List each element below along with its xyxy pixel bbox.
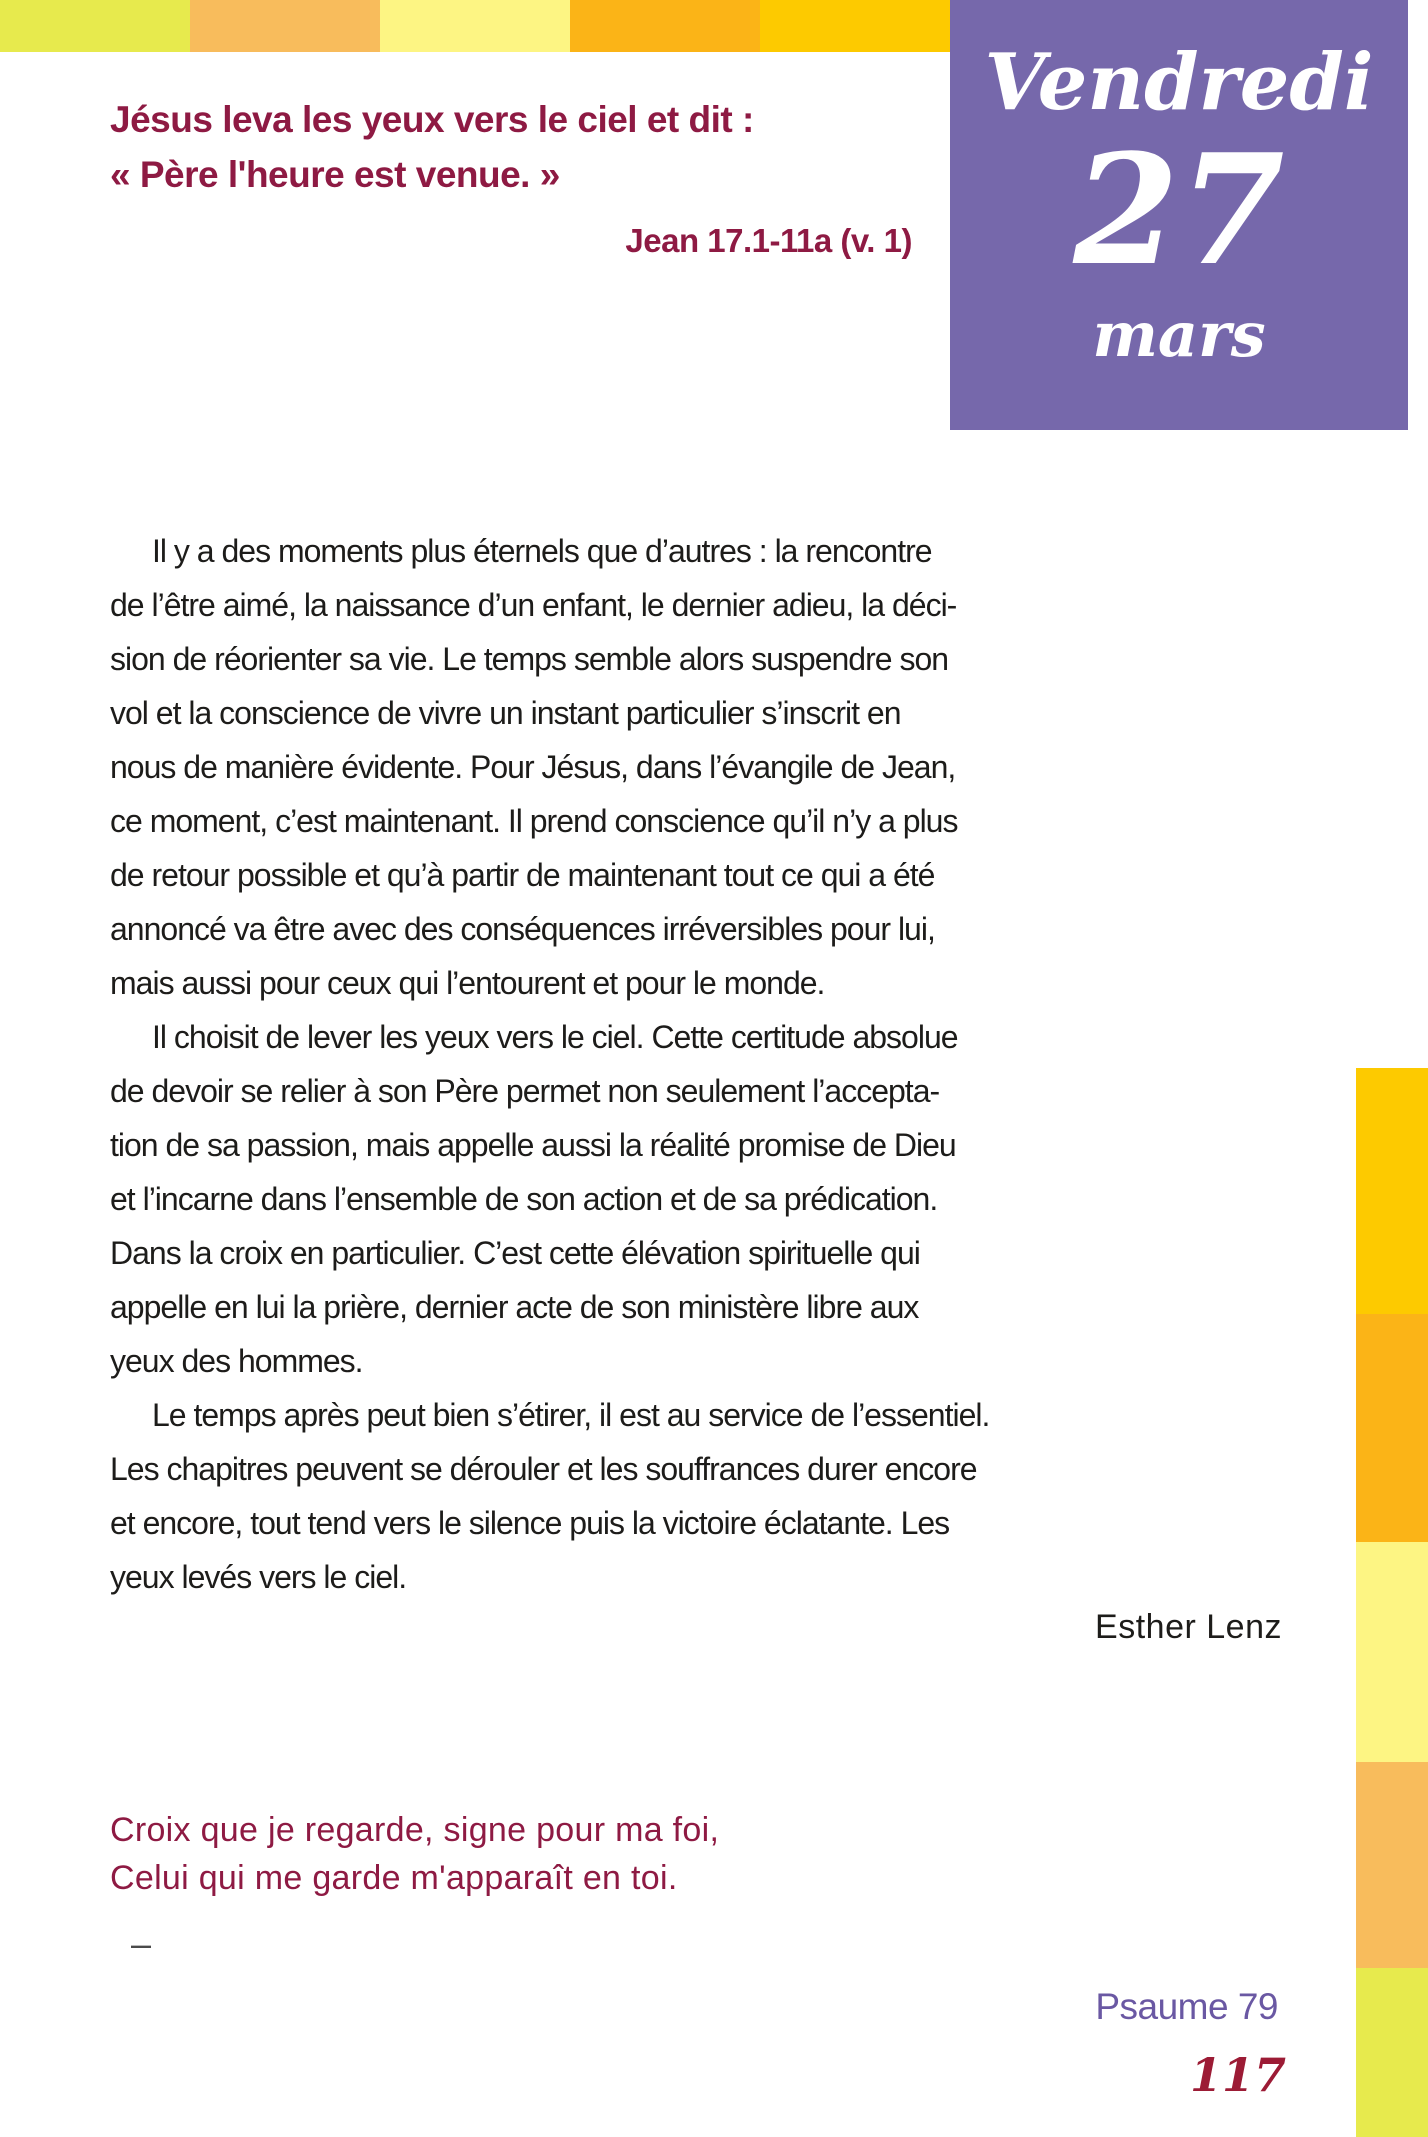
dash-mark: – [131, 1923, 152, 1964]
body-line: vol et la conscience de vivre un instant particulier s’inscrit en [110, 695, 901, 731]
verse-heading [110, 92, 946, 202]
body-line: de devoir se relier à son Père permet non seulement l’accepta- [110, 1073, 940, 1109]
meditation-text [110, 524, 990, 1604]
body-line: nous de manière évidente. Pour Jésus, dans l’évangile de Jean, [110, 749, 956, 785]
body-line: Les chapitres peuvent se dérouler et les souffrances durer encore [110, 1451, 977, 1487]
body-line: et l’incarne dans l’ensemble de son action et de sa prédication. [110, 1181, 938, 1217]
right-strip-block-1 [1356, 1068, 1428, 1314]
psalm-reference: Psaume 79 [1095, 1986, 1278, 2027]
body-line: de l’être aimé, la naissance d’un enfant, le dernier adieu, la déci- [110, 587, 957, 623]
right-strip-block-2 [1356, 1314, 1428, 1542]
body-line: ce moment, c’est maintenant. Il prend conscience qu’il n’y a plus [110, 803, 958, 839]
top-strip-block-5 [760, 0, 950, 52]
body-line: Il choisit de lever les yeux vers le ciel. Cette certitude absolue [152, 1019, 958, 1055]
right-strip-block-3 [1356, 1542, 1428, 1762]
month-label: mars [1092, 298, 1266, 371]
meditation-paragraph-1 [110, 524, 958, 1010]
body-line: tion de sa passion, mais appelle aussi la réalité promise de Dieu [110, 1127, 956, 1163]
body-line: appelle en lui la prière, dernier acte de son ministère libre aux [110, 1289, 919, 1325]
prayer-line-1: Croix que je regarde, signe pour ma foi, [110, 1811, 720, 1849]
body-line: mais aussi pour ceux qui l’entourent et pour le monde. [110, 965, 825, 1001]
body-line: yeux levés vers le ciel. [110, 1559, 407, 1595]
body-line: Le temps après peut bien s’étirer, il est au service de l’essentiel. [152, 1397, 990, 1433]
meditation-paragraph-3 [110, 1388, 990, 1604]
body-line: Dans la croix en particulier. C’est cette élévation spirituelle qui [110, 1235, 920, 1271]
meditation-paragraph-2 [110, 1010, 958, 1388]
verse-reference: Jean 17.1-11a (v. 1) [625, 222, 912, 259]
top-color-strip [0, 0, 950, 52]
prayer-line-2: Celui qui me garde m'apparaît en toi. [110, 1859, 678, 1897]
verse-line-2: « Père l'heure est venue. » [110, 154, 560, 195]
author-name: Esther Lenz [1095, 1608, 1282, 1646]
body-line: annoncé va être avec des conséquences irréversibles pour lui, [110, 911, 935, 947]
body-line: yeux des hommes. [110, 1343, 363, 1379]
body-line: sion de réorienter sa vie. Le temps semble alors suspendre son [110, 641, 949, 677]
prayer-text [110, 1806, 719, 1902]
top-strip-block-1 [0, 0, 190, 52]
right-strip-block-5 [1356, 1968, 1428, 2137]
right-strip-block-4 [1356, 1762, 1428, 1968]
body-line: de retour possible et qu’à partir de maintenant tout ce qui a été [110, 857, 935, 893]
body-line: Il y a des moments plus éternels que d’autres : la rencontre [152, 533, 932, 569]
verse-line-1: Jésus leva les yeux vers le ciel et dit : [110, 99, 754, 140]
day-number: 27 [1073, 120, 1285, 299]
body-line: et encore, tout tend vers le silence puis la victoire éclatante. Les [110, 1505, 950, 1541]
top-strip-block-2 [190, 0, 380, 52]
page-number: 117 [1189, 2048, 1286, 2102]
top-strip-block-3 [380, 0, 570, 52]
weekday-label: Vendredi [984, 37, 1374, 128]
date-box [950, 0, 1408, 430]
top-strip-block-4 [570, 0, 760, 52]
